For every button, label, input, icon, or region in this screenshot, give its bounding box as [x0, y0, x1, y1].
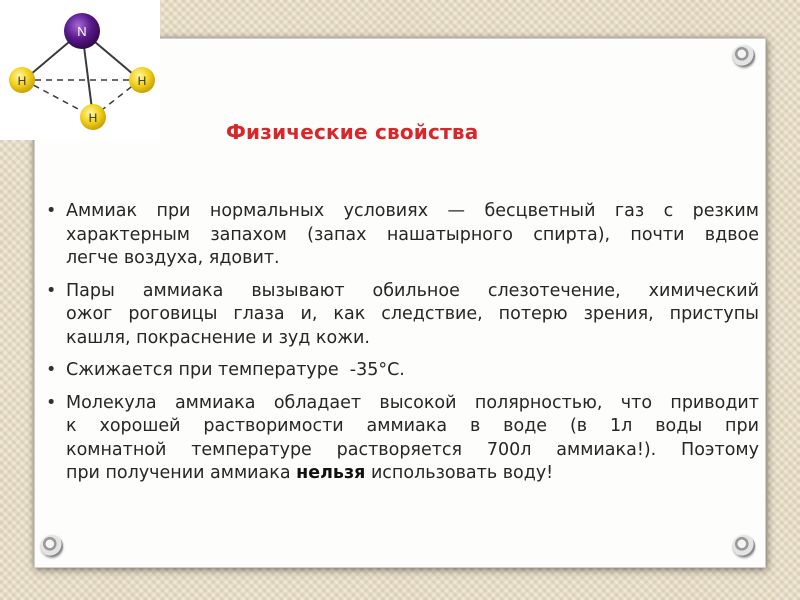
slide-title: Физические свойства — [226, 120, 479, 144]
bullet-item — [44, 359, 759, 383]
ammonia-molecule-image — [0, 0, 160, 140]
bullet-line: легче воздуха, ядовит. — [66, 248, 280, 268]
bullet-line: к хорошей растворимости аммиака в воде (в 1л воды при — [66, 416, 759, 436]
bullet-list — [44, 200, 759, 495]
bullet-line: ожог роговицы глаза и, как следствие, потерю зрения, приступы — [66, 304, 759, 324]
bullet-item — [44, 392, 759, 486]
bullet-line: Молекула аммиака обладает высокой полярностью, что приводит — [66, 392, 759, 413]
bullet-text: при получении аммиака — [66, 463, 297, 483]
bullet-text: использовать воду! — [365, 463, 554, 483]
bullet-line: кашля, покраснение и зуд кожи. — [66, 327, 370, 348]
bullet-dot-icon: • — [46, 280, 57, 301]
bullet-item — [44, 200, 759, 271]
hydrogen-label-bottom: H — [88, 111, 98, 125]
bullet-line-last — [66, 462, 759, 486]
bullet-line: комнатной температуре растворяется 700л аммиака!). Поэтому — [66, 439, 759, 460]
ammonia-molecule-diagram — [0, 0, 160, 140]
nitrogen-label: N — [77, 24, 87, 39]
bullet-dot-icon: • — [46, 360, 57, 380]
pushpin-icon — [733, 535, 755, 557]
bullet-item — [44, 280, 759, 351]
bullet-line: характерным запахом (запах нашатырного спирта), почти вдвое — [66, 224, 759, 245]
hydrogen-label-left: H — [17, 74, 27, 88]
bullet-line: Сжижается при температуре -35°С. — [66, 360, 405, 380]
bullet-dot-icon: • — [46, 201, 57, 221]
pushpin-icon — [41, 535, 63, 557]
pushpin-icon — [733, 45, 755, 67]
emphasis-text: нельзя — [296, 463, 366, 483]
bullet-line: Аммиак при нормальных условиях — бесцветный газ с резким — [66, 201, 759, 221]
bullet-dot-icon: • — [46, 392, 57, 413]
hydrogen-label-right: H — [137, 74, 147, 88]
bullet-line: Пары аммиака вызывают обильное слезотечение, химический — [66, 280, 759, 301]
